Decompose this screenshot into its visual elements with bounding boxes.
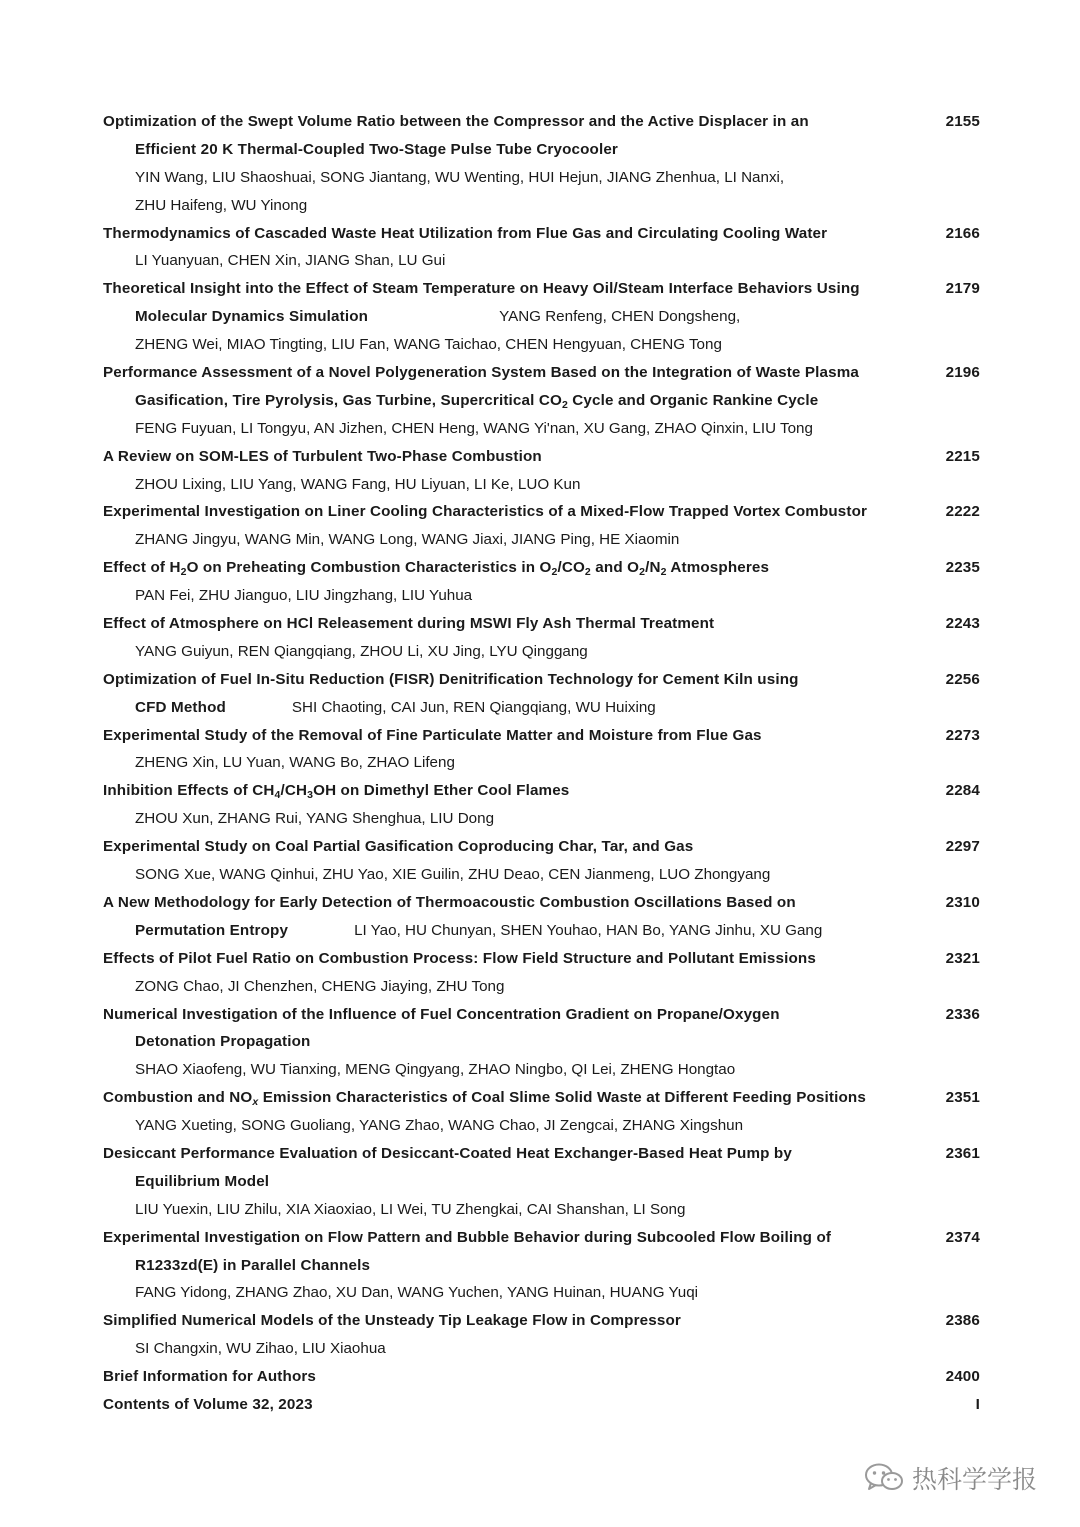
article-title[interactable]: Optimization of the Swept Volume Ratio between the Compressor and the Active Displacer in an 2155 [103, 108, 983, 136]
page-number: 2386 [945, 1312, 980, 1330]
page-number: 2400 [945, 1368, 980, 1386]
page-number: 2336 [945, 1005, 980, 1023]
article-title[interactable]: Experimental Investigation on Liner Cooling Characteristics of a Mixed-Flow Trapped Vortex Combustor 2222 [103, 498, 983, 526]
article-title-cont[interactable]: CFD Method SHI Chaoting, CAI Jun, REN Qiangqiang, WU Huixing [135, 698, 656, 716]
article-title[interactable]: Experimental Study on Coal Partial Gasification Coproducing Char, Tar, and Gas 2297 [103, 833, 983, 861]
article-title[interactable]: Effect of $H_2O$ on Preheating Combustion Characteristics in $O_2/CO_2$ and $O_2/N_2$ Atmospheres 2235 [103, 554, 983, 582]
article-authors: SONG Xue, WANG Qinhui, ZHU Yao, XIE Guilin, ZHU Deao, CEN Jianmeng, LUO Zhongyang [135, 866, 771, 884]
article-authors: SHAO Xiaofeng, WU Tianxing, MENG Qingyang, ZHAO Ningbo, QI Lei, ZHENG Hongtao [135, 1061, 736, 1079]
article-title-cont[interactable]: R1233zd(E) in Parallel Channels [135, 1256, 371, 1274]
page-number: 2179 [945, 280, 980, 298]
article-title[interactable]: Effects of Pilot Fuel Ratio on Combustion Process: Flow Field Structure and Pollutant Emissions 2321 [103, 945, 983, 973]
article-title[interactable]: Theoretical Insight into the Effect of Steam Temperature on Heavy Oil/Steam Interface Behaviors Using 2179 [103, 275, 983, 303]
article-authors: FANG Yidong, ZHANG Zhao, XU Dan, WANG Yuchen, YANG Huinan, HUANG Yuqi [135, 1284, 699, 1302]
wechat-icon [864, 1462, 904, 1494]
article-title-cont[interactable]: Equilibrium Model [135, 1172, 270, 1190]
page-number: 2297 [945, 838, 980, 856]
page-number: 2361 [945, 1144, 980, 1162]
article-authors: LI Yao, HU Chunyan, SHEN Youhao, HAN Bo, YANG Jinhu, XU Gang [354, 921, 823, 939]
article-authors: ZHOU Xun, ZHANG Rui, YANG Shenghua, LIU Dong [135, 810, 495, 828]
page-number: I [975, 1395, 980, 1413]
page-number: 2215 [945, 447, 980, 465]
article-title[interactable]: Combustion and $NO_x$ Emission Characteristics of Coal Slime Solid Waste at Different Feeding Positions 2351 [103, 1084, 983, 1112]
article-authors: LI Yuanyuan, CHEN Xin, JIANG Shan, LU Gui [135, 252, 446, 270]
page-number: 2166 [945, 224, 980, 242]
article-authors: YIN Wang, LIU Shaoshuai, SONG Jiantang, WU Wenting, HUI Hejun, JIANG Zhenhua, LI Nanxi, [135, 168, 785, 186]
article-title[interactable]: Performance Assessment of a Novel Polygeneration System Based on the Integration of Waste Plasma 2196 [103, 359, 983, 387]
article-authors: ZHANG Jingyu, WANG Min, WANG Long, WANG Jiaxi, JIANG Ping, HE Xiaomin [135, 531, 680, 549]
article-authors: ZHENG Wei, MIAO Tingting, LIU Fan, WANG Taichao, CHEN Hengyuan, CHENG Tong [135, 336, 722, 354]
article-title[interactable]: Desiccant Performance Evaluation of Desiccant-Coated Heat Exchanger-Based Heat Pump by 2361 [103, 1140, 983, 1168]
article-authors: SI Changxin, WU Zihao, LIU Xiaohua [135, 1340, 386, 1358]
page-number: 2310 [945, 893, 980, 911]
page-number: 2374 [945, 1228, 980, 1246]
article-title-cont[interactable]: Permutation Entropy LI Yao, HU Chunyan, SHEN Youhao, HAN Bo, YANG Jinhu, XU Gang [135, 921, 823, 939]
article-title[interactable]: Effect of Atmosphere on HCl Releasement during MSWI Fly Ash Thermal Treatment 2243 [103, 610, 983, 638]
article-authors: ZHU Haifeng, WU Yinong [135, 196, 308, 214]
article-title[interactable]: Experimental Study of the Removal of Fine Particulate Matter and Moisture from Flue Gas 2273 [103, 722, 983, 750]
article-title[interactable]: A New Methodology for Early Detection of Thermoacoustic Combustion Oscillations Based on 2310 [103, 889, 983, 917]
article-title-cont[interactable]: Molecular Dynamics Simulation YANG Renfeng, CHEN Dongsheng, [135, 308, 741, 326]
page-number: 2235 [945, 559, 980, 577]
article-authors: LIU Yuexin, LIU Zhilu, XIA Xiaoxiao, LI Wei, TU Zhengkai, CAI Shanshan, LI Song [135, 1200, 686, 1218]
page-number: 2243 [945, 615, 980, 633]
page-number: 2155 [945, 113, 980, 130]
article-authors: YANG Xueting, SONG Guoliang, YANG Zhao, WANG Chao, JI Zengcai, ZHANG Xingshun [135, 1117, 744, 1135]
brief-info-title[interactable]: Brief Information for Authors 2400 [103, 1363, 983, 1391]
article-title[interactable]: Simplified Numerical Models of the Unsteady Tip Leakage Flow in Compressor 2386 [103, 1307, 983, 1335]
page-number: 2256 [945, 670, 980, 688]
article-title[interactable]: Experimental Investigation on Flow Pattern and Bubble Behavior during Subcooled Flow Boiling of 2374 [103, 1224, 983, 1252]
page-number: 2273 [945, 726, 980, 744]
article-title[interactable]: Optimization of Fuel In-Situ Reduction (FISR) Denitrification Technology for Cement Kiln using 2256 [103, 666, 983, 694]
article-authors: PAN Fei, ZHU Jianguo, LIU Jingzhang, LIU Yuhua [135, 587, 473, 605]
page-number: 2222 [945, 503, 980, 521]
article-authors: ZHOU Lixing, LIU Yang, WANG Fang, HU Liyuan, LI Ke, LUO Kun [135, 475, 581, 493]
page-number: 2284 [945, 782, 980, 800]
article-title-cont[interactable]: Detonation Propagation [135, 1033, 311, 1051]
article-title-cont[interactable]: Gasification, Tire Pyrolysis, Gas Turbine, Supercritical $CO_2$ Cycle and Organic Rankine Cycle [135, 391, 819, 411]
article-authors: YANG Guiyun, REN Qiangqiang, ZHOU Li, XU Jing, LYU Qinggang [135, 642, 588, 660]
watermark [864, 1458, 1037, 1498]
article-authors: SHI Chaoting, CAI Jun, REN Qiangqiang, WU Huixing [291, 698, 656, 716]
article-title[interactable]: A Review on SOM-LES of Turbulent Two-Phase Combustion 2215 [103, 443, 983, 471]
page-number: 2351 [945, 1089, 980, 1107]
article-title[interactable]: Numerical Investigation of the Influence of Fuel Concentration Gradient on Propane/Oxygen 2336 [103, 1001, 983, 1029]
watermark-text: 热科学学报 [912, 1465, 1038, 1494]
page-number: 2196 [945, 364, 980, 382]
article-authors: YANG Renfeng, CHEN Dongsheng, [499, 308, 741, 326]
volume-contents-title[interactable]: Contents of Volume 32, 2023 I [103, 1391, 983, 1419]
table-of-contents [103, 108, 983, 1419]
article-title-cont[interactable]: Efficient 20 K Thermal-Coupled Two-Stage Pulse Tube Cryocooler [135, 140, 618, 158]
page-number: 2321 [945, 949, 980, 967]
article-title[interactable]: Thermodynamics of Cascaded Waste Heat Utilization from Flue Gas and Circulating Cooling Water 2166 [103, 220, 983, 248]
article-authors: ZHENG Xin, LU Yuan, WANG Bo, ZHAO Lifeng [135, 754, 455, 772]
article-authors: ZONG Chao, JI Chenzhen, CHENG Jiaying, ZHU Tong [135, 977, 505, 995]
article-title[interactable]: Inhibition Effects of $CH_4/CH_3OH$ on Dimethyl Ether Cool Flames 2284 [103, 777, 983, 805]
article-authors: FENG Fuyuan, LI Tongyu, AN Jizhen, CHEN Heng, WANG Yi'nan, XU Gang, ZHAO Qinxin, LIU Tong [135, 419, 813, 437]
